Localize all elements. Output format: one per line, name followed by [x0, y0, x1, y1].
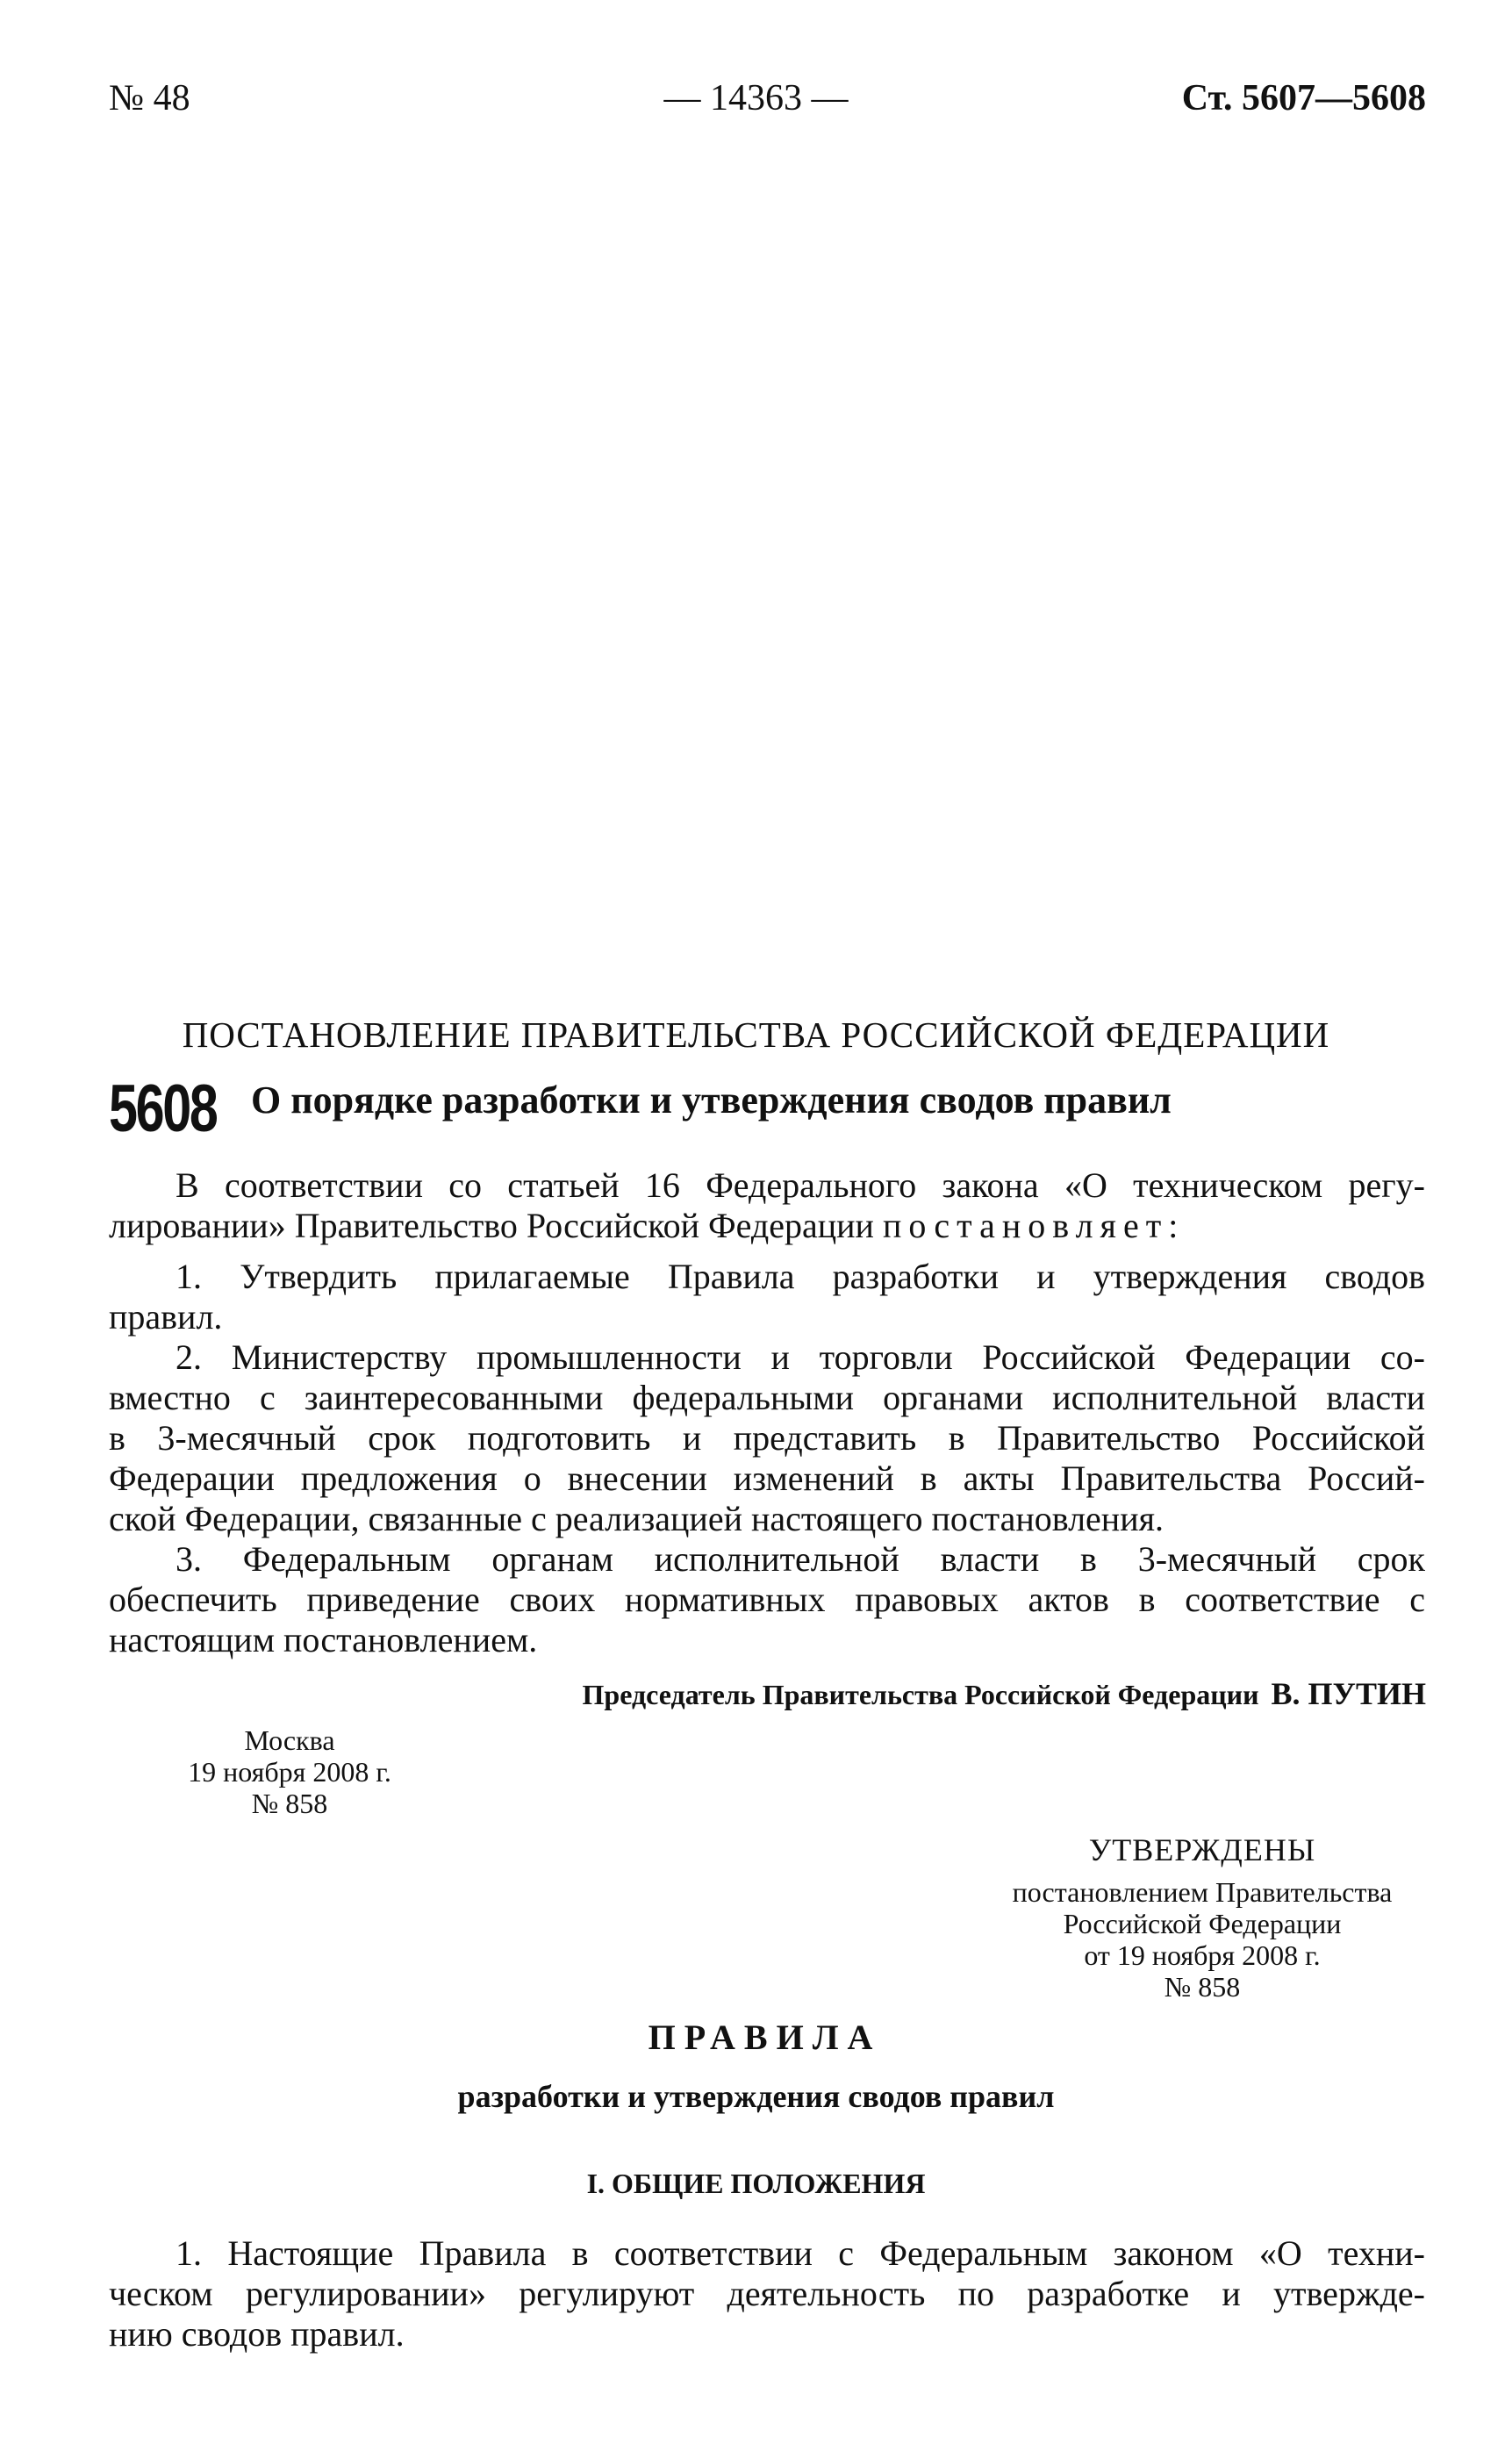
rules-item-1-line-3: нию сводов правил.	[109, 2314, 405, 2354]
decree-title: О порядке разработки и утверждения сводов правил	[251, 1079, 1172, 1122]
item-3-line-1: 3. Федеральным органам исполнительной власти в 3-месячный срок	[176, 1539, 1425, 1579]
rules-title: ПРАВИЛА	[648, 2018, 882, 2057]
decree-title-row	[109, 1071, 1425, 1148]
approval-block	[974, 1834, 1430, 2003]
preamble-line-2	[109, 1206, 1425, 1246]
item-2-line-4: Федерации предложения о внесении изменений в акты Правительства Россий-	[109, 1459, 1425, 1498]
approval-heading: УТВЕРЖДЕНЫ	[1088, 1832, 1316, 1867]
preamble-line-2-start: лировании» Правительство Российской Федерации	[109, 1206, 883, 1245]
rules-item-1-line-2: ческом регулировании» регулируют деятельность по разработке и утвержде-	[109, 2274, 1425, 2313]
decree-body	[109, 1165, 1425, 1660]
rules-subtitle: разработки и утверждения сводов правил	[457, 2079, 1055, 2114]
item-2-line-1: 2. Министерству промышленности и торговли Российской Федерации со-	[176, 1337, 1425, 1377]
rules-item-1-line-1: 1. Настоящие Правила в соответствии с Федеральным законом «О техни-	[176, 2233, 1425, 2273]
signature-name: В. ПУТИН	[1271, 1676, 1426, 1711]
decree-type: ПОСТАНОВЛЕНИЕ ПРАВИТЕЛЬСТВА РОССИЙСКОЙ ФЕДЕРАЦИИ	[182, 1014, 1330, 1055]
place-number: № 858	[251, 1788, 328, 1819]
item-3-line-2: обеспечить приведение своих нормативных правовых актов в соответствие с	[109, 1580, 1425, 1619]
preamble-line-2-end: :	[1168, 1206, 1179, 1245]
item-1-line-1: 1. Утвердить прилагаемые Правила разработки и утверждения сводов	[176, 1257, 1425, 1296]
issue-number: № 48	[109, 78, 190, 118]
item-2-line-5: ской Федерации, связанные с реализацией настоящего постановления.	[109, 1499, 1164, 1538]
page-number: — 14363 —	[663, 78, 849, 118]
preamble-line-1: В соответствии со статьей 16 Федерального закона «О техническом регу-	[176, 1165, 1425, 1205]
item-1-line-2: правил.	[109, 1297, 223, 1337]
place-date-block	[167, 1724, 412, 1819]
approval-line-4: № 858	[1164, 1971, 1241, 2003]
preamble-resolves: постановляет	[882, 1206, 1169, 1245]
section-title: I. ОБЩИЕ ПОЛОЖЕНИЯ	[586, 2168, 926, 2199]
place-city: Москва	[244, 1724, 335, 1756]
item-2-line-2: вместно с заинтересованными федеральными органами исполнительной власти	[109, 1378, 1425, 1417]
approval-line-3: от 19 ноября 2008 г.	[1084, 1939, 1321, 1971]
rules-body	[109, 2233, 1425, 2354]
approval-line-1: постановлением Правительства	[1012, 1876, 1393, 1908]
signature	[583, 1676, 1427, 1712]
signature-position: Председатель Правительства Российской Федерации	[582, 1679, 1259, 1710]
place-date: 19 ноября 2008 г.	[188, 1756, 391, 1788]
decree-article-number: 5608	[109, 1071, 217, 1146]
item-3-line-3: настоящим постановлением.	[109, 1620, 538, 1659]
article-range: Ст. 5607—5608	[1181, 78, 1426, 118]
approval-line-2: Российской Федерации	[1063, 1908, 1342, 1939]
item-2-line-3: в 3-месячный срок подготовить и представить в Правительство Российской	[109, 1418, 1425, 1458]
